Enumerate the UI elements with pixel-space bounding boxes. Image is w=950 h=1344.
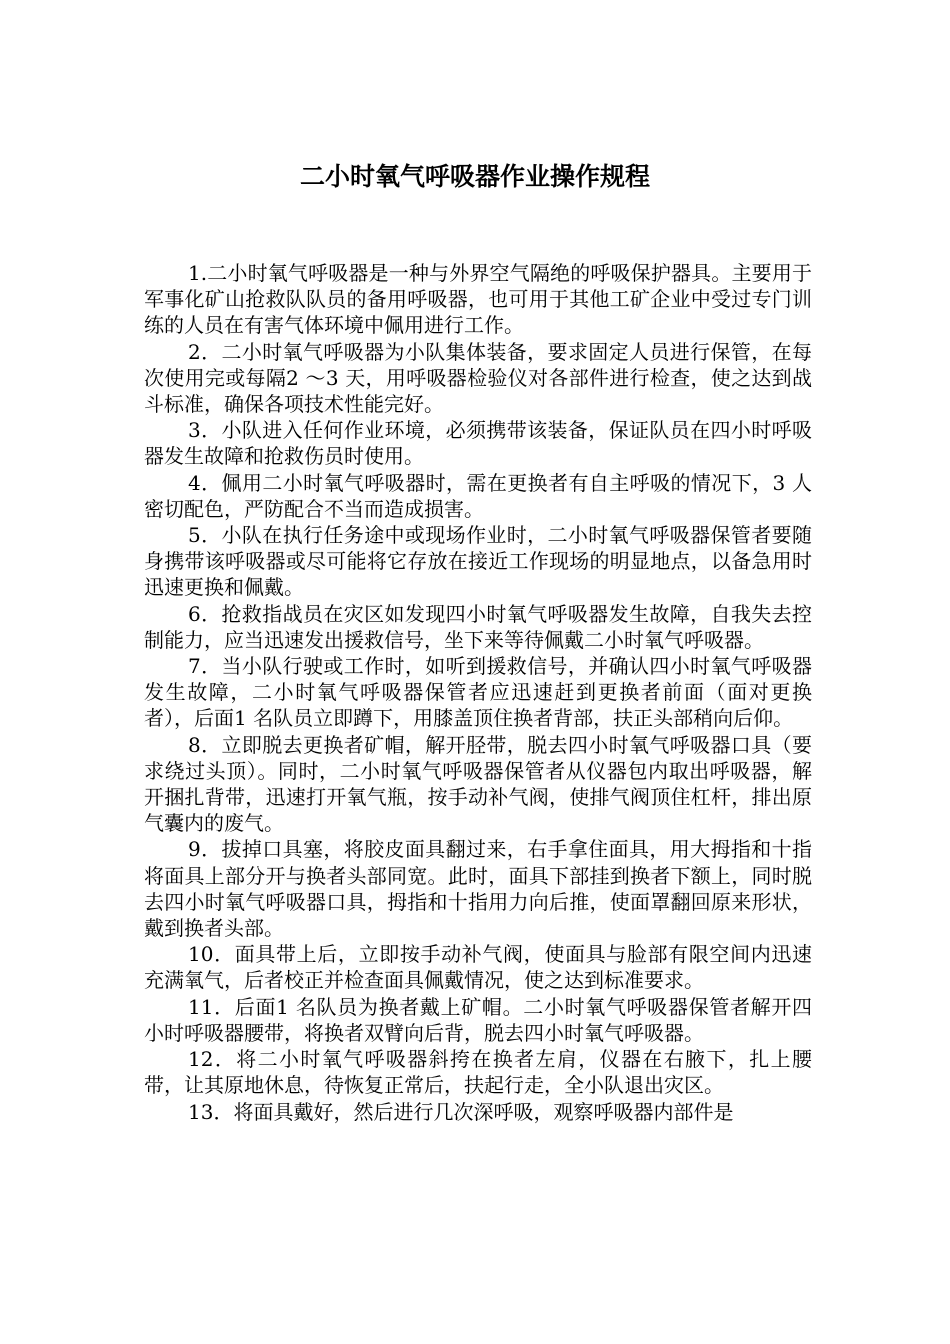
paragraph-8: 8．立即脱去更换者矿帽，解开胫带，脱去四小时氧气呼吸器口具（要求绕过头顶）。同时，二小时氧气呼吸器保管者从仪器包内取出呼吸器，解开捆扎背带，迅速打开氧气瓶，按手动补气阀，使排气阀顶住杠杆，排出原气囊内的废气。 (144, 732, 812, 836)
paragraph-5: 5．小队在执行任务途中或现场作业时，二小时氧气呼吸器保管者要随身携带该呼吸器或尽可能将它存放在接近工作现场的明显地点，以备急用时迅速更换和佩戴。 (144, 523, 812, 600)
paragraph-12: 12．将二小时氧气呼吸器斜挎在换者左肩，仪器在右腋下，扎上腰带，让其原地休息，待恢复正常后，扶起行走，全小队退出灾区。 (144, 1047, 812, 1098)
paragraph-4: 4．佩用二小时氧气呼吸器时，需在更换者有自主呼吸的情况下，3 人密切配色，严防配合不当而造成损害。 (144, 470, 812, 521)
document-title: 二小时氧气呼吸器作业操作规程 (299, 162, 650, 191)
paragraph-6: 6．抢救指战员在灾区如发现四小时氧气呼吸器发生故障，自我失去控制能力，应当迅速发出援救信号，坐下来等待佩戴二小时氧气呼吸器。 (144, 601, 812, 652)
document-body (144, 260, 812, 1125)
paragraph-3: 3．小队进入任何作业环境，必须携带该装备，保证队员在四小时呼吸器发生故障和抢救伤员时使用。 (144, 418, 812, 469)
paragraph-9: 9．拔掉口具塞，将胶皮面具翻过来，右手拿住面具，用大拇指和十指将面具上部分开与换者头部同宽。此时，面具下部挂到换者下额上，同时脱去四小时氧气呼吸器口具，拇指和十指用力向后推，使面罩翻回原来形状，戴到换者头部。 (144, 837, 812, 941)
paragraph-7: 7．当小队行驶或工作时，如听到援救信号，并确认四小时氧气呼吸器发生故障，二小时氧气呼吸器保管者应迅速赶到更换者前面（面对更换者），后面1 名队员立即蹲下，用膝盖顶住换者背部，扶正头部稍向后仰。 (144, 654, 812, 731)
paragraph-11: 11．后面1 名队员为换者戴上矿帽。二小时氧气呼吸器保管者解开四小时呼吸器腰带，将换者双臂向后背，脱去四小时氧气呼吸器。 (144, 994, 812, 1045)
paragraph-10: 10．面具带上后，立即按手动补气阀，使面具与脸部有限空间内迅速充满氧气，后者校正并检查面具佩戴情况，使之达到标准要求。 (144, 942, 812, 993)
paragraph-13: 13．将面具戴好，然后进行几次深呼吸，观察呼吸器内部件是 (188, 1099, 734, 1124)
paragraph-2: 2．二小时氧气呼吸器为小队集体装备，要求固定人员进行保管，在每次使用完或每隔2 ～3 天，用呼吸器检验仪对各部件进行检查，使之达到战斗标准，确保各项技术性能完好。 (144, 339, 812, 417)
paragraph-1: 1.二小时氧气呼吸器是一种与外界空气隔绝的呼吸保护器具。主要用于军事化矿山抢救队队员的备用呼吸器，也可用于其他工矿企业中受过专门训练的人员在有害气体环境中佩用进行工作。 (144, 261, 812, 338)
